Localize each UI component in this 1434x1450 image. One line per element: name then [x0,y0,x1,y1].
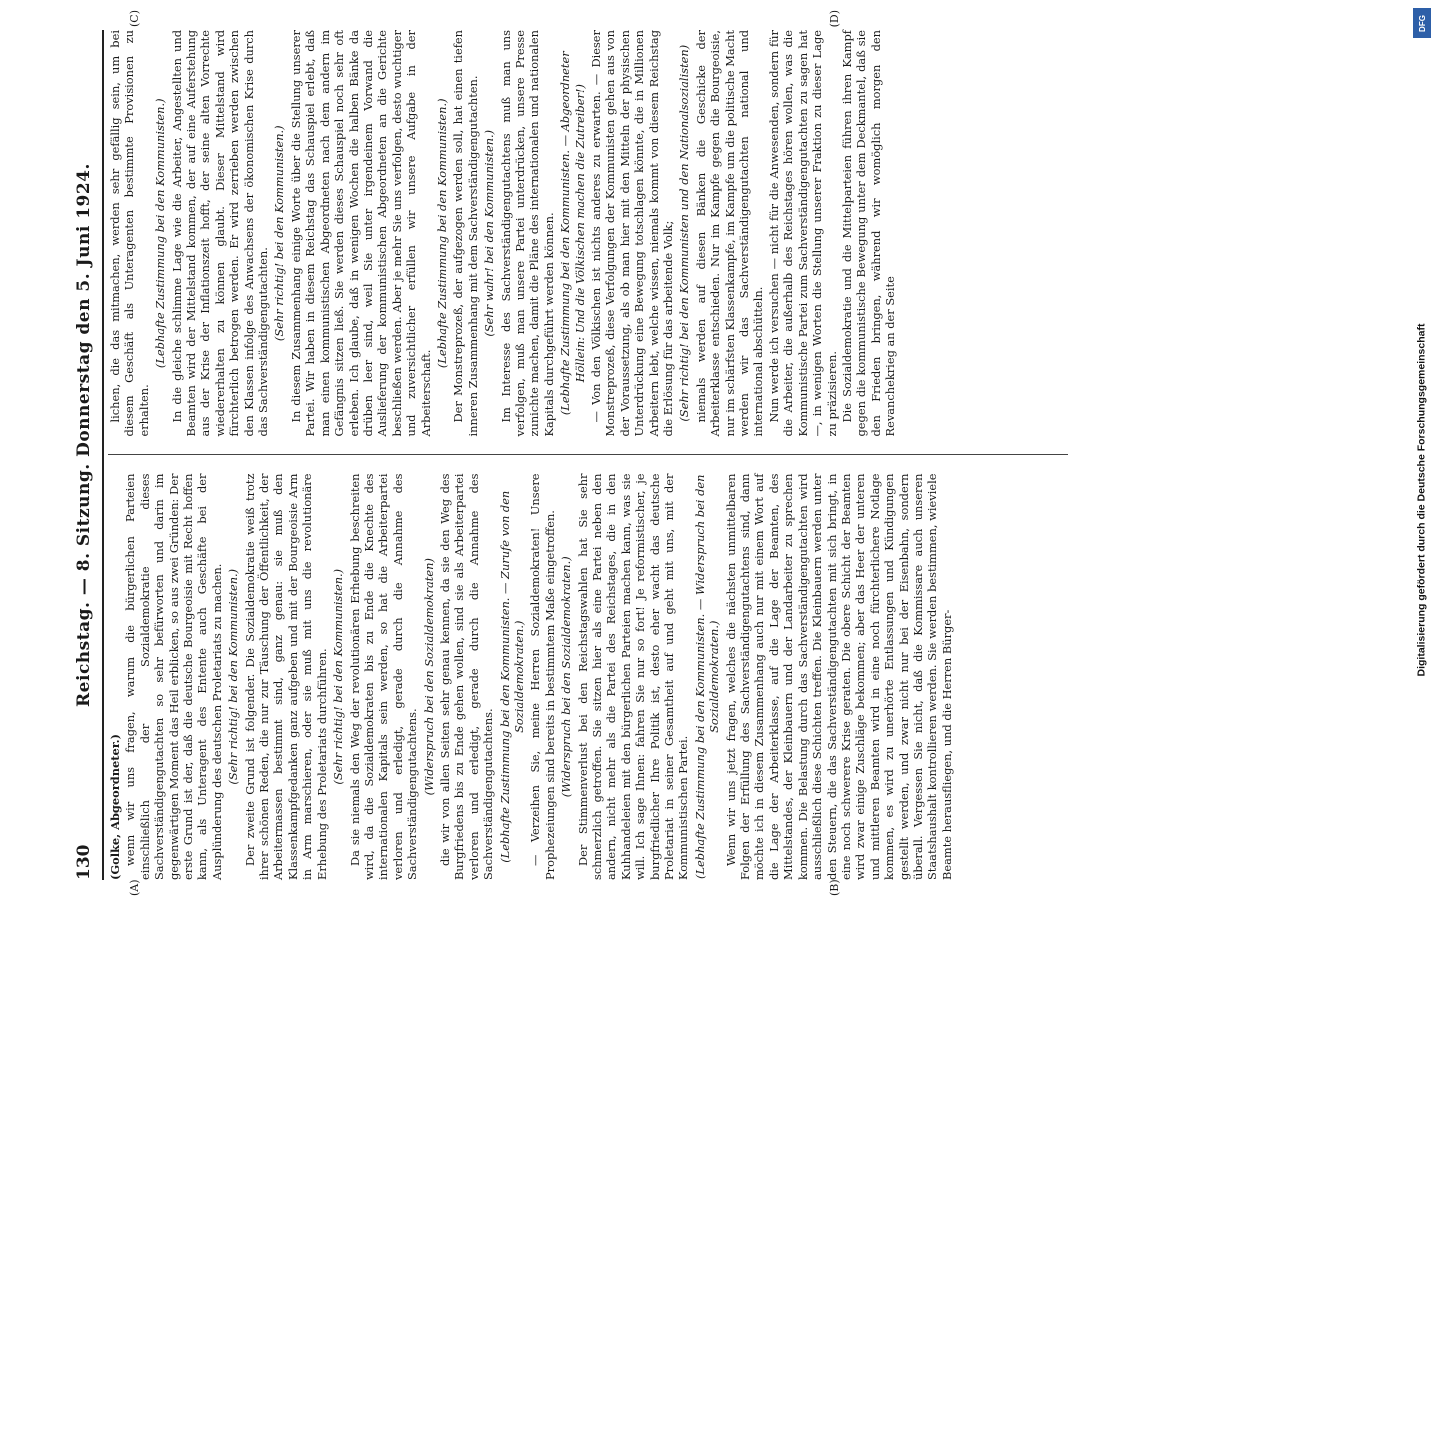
margin-mark-c: (C) [128,10,141,27]
dfg-badge-text: DFG [1417,14,1427,32]
speaker-label: (Golke, Abgeordneter.) [108,733,122,880]
page-header [68,30,100,880]
rotated-page [68,10,1068,896]
paragraph: (Sehr richtig! bei den Kommunisten.) [331,568,346,785]
right-column [108,30,1068,437]
paragraph: (Lebhafte Zustimmung bei den Kommunisten. — Widerspruch bei den Sozialdemokraten.) [692,474,722,879]
paragraph: Der Stimmenverlust bei den Reichstagswahlen hat Sie sehr schmerzlich getroffen. Sie sitzen hier als eine Partei neben den andern, nicht mehr als die Partei des Reichstages, die in den Kuhhandeleien mit den bürgerlichen Parteien machen kann, was sie will. Ich sage Ihnen: fahren Sie nur so fort! Je reformistischer, je burgfriedlicher Ihre Politik ist, desto eher wacht das deutsche Proletariat in seiner Gesamtheit auf und geht mit uns, mit der Kommunistischen Partei. [575,473,691,880]
paragraph: — Verzeihen Sie, meine Herren Sozialdemokraten! Unsere Prophezeiungen sind bereits in bestimmtem Maße eingetroffen. [528,473,557,880]
paragraph: Wenn wir uns jetzt fragen, welches die nächsten unmittelbaren Folgen der Erfüllung des Sachverständigengutachtens sind, dann möchte ich in diesem Zusammenhang auch nur mit einem Wort auf die Lage der Arbeiterklasse, auf die Lage der Beamten, des Mittelstandes, der Kleinbauern und der Landarbeiter zu sprechen kommen. Die Belastung durch das Sachverständigengutachten wird ausschließlich diese Schichten treffen. Die Kleinbauern werden unter den Steuern, die das Sachverständigengutachten mit sich bringt, in eine noch schwerere Krise geraten. Die obere Schicht der Beamten wird zwar einige Zuschläge bekommen; aber das Heer der unteren und mittleren Beamten wird in eine noch fürchterlichere Notlage kommen, es wird zu unerhörte Entlassungen und Kündigungen gestellt werden, und zwar nicht nur bei der Eisenbahn, sondern überall. Vergessen Sie nicht, daß die Kommissare auch unseren Staatshaushalt kontrollieren werden. Sie werden bestimmen, wieviele Beamte herausfliegen, und die Herren Bürger- [723,473,954,880]
page-number: 130 [74,844,94,880]
paragraph: Da sie niemals den Weg der revolutionären Erhebung beschreiten wird, da die Sozialdemokraten bis zu Ende die Knechte des internationalen Kapitals sein werden, so hat die Arbeiterpartei verloren und erledigt, gerade durch die Annahme des Sachverständigengutachtens. [347,473,420,880]
paragraph: (Lebhafte Zustimmung bei den Kommunisten.) [153,98,168,369]
paragraph: (Sehr richtig! bei den Kommunisten und den Nationalsozialisten) [677,44,692,422]
paragraph: Nun werde ich versuchen — nicht für die Anwesenden, sondern für die Arbeiter, die außerhalb des Reichstages hören wollen, was die Kommunistische Partei zum Sachverständigengutachten zu sagen hat —, in wenigen Worten die Stellung unserer Fraktion zu dieser Lage zu präzisieren. [766,30,839,437]
text-columns [108,30,1068,880]
paragraph: In die gleiche schlimme Lage wie die Arbeiter, Angestellten und Beamten wird der Mittelstand kommen, der auf eine Auferstehung aus der Krise der Inflationszeit hofft, der seine alten Vorrechte wiedererhalten zu können glaubt. Dieser Mittelstand wird fürchterlich betrogen werden. Er wird zerrieben werden zwischen den Klassen infolge des Anwachsens der ökonomischen Krise durch das Sachverständigengutachten. [169,30,271,437]
paragraph: die wir von allen Seiten sehr genau kennen, da sie den Weg des Burgfriedens bis zu Ende gehen wollen, sind sie als Arbeiterpartei verloren und erledigt, gerade durch die Annahme des Sachverständigengutachtens. [437,473,496,880]
paragraph: lichen, die das mitmachen, werden sehr gefällig sein, um bei diesem Geschäft als Unteragenten bestimmte Provisionen zu erhalten. [108,30,151,437]
paragraph: niemals werden auf diesen Bänken die Geschicke der Arbeiterklasse entschieden. Nur im Kampfe gegen die Bourgeoisie, nur im schärfsten Klassenkampfe, im Kampfe um die politische Macht werden wir das Sachverständigengutachten national und international abschütteln. [693,30,766,437]
margin-mark-d: (D) [828,10,841,28]
left-column [108,474,1068,881]
paragraph: wenn wir uns fragen, warum die bürgerlichen Parteien einschließlich der Sozialdemokratie dieses Sachverständigengutachten so sehr befürworten und darin im gegenwärtigen Moment das Heil erblicken, so aus zwei Gründen: Der erste Grund ist der, daß die deutsche Bourgeoisie mit Recht hoffen kann, als Unteragent des Entente auch Geschäfte bei der Ausplünderung des deutschen Proletariats zu machen. [123,473,224,880]
paragraph: In diesem Zusammenhang einige Worte über die Stellung unserer Partei. Wir haben in diesem Reichstag das Schauspiel erlebt, daß man einen kommunistischen Abgeordneten nach dem andern im Gefängnis sitzen ließ. Sie werden dieses Schauspiel noch sehr oft erleben. Ich glaube, daß in wenigen Wochen die halben Bänke da drüben leer sind, weil Sie unter irgendeinem Vorwand die Auslieferung der kommunistischen Abgeordneten an die Gerichte beschließen werden. Aber je mehr Sie uns verfolgen, desto wuchtiger und zuversichtlicher erfüllen wir unsere Aufgabe in der Arbeiterschaft. [288,30,433,437]
running-title: Reichstag. — 8. Sitzung. Donnerstag den 5. Juni 1924. [74,163,94,707]
dfg-logo-icon [1413,8,1431,38]
paragraph: (Widerspruch bei den Sozialdemokraten.) [559,556,574,798]
paragraph: (Sehr wahr! bei den Kommunisten.) [482,129,497,337]
margin-mark-b: (B) [828,879,841,896]
paragraph: Die Sozialdemokratie und die Mittelparteien führen ihren Kampf gegen die kommunistische Bewegung unter dem Deckmantel, daß sie den Frieden bringen, während wir womöglich morgen den Revanchekrieg an der Seite [839,30,898,437]
margin-mark-a: (A) [128,879,141,896]
scanned-page-area [68,10,1068,1450]
paragraph: (Widerspruch bei den Sozialdemokraten) [421,558,436,796]
paragraph: (Sehr richtig! bei den Kommunisten.) [226,568,241,785]
paragraph: Der Monstreprozeß, der aufgezogen werden soll, hat einen tiefen inneren Zusammenhang mit dem Sachverständigengutachten. [451,30,480,437]
paragraph: (Lebhafte Zustimmung bei den Kommunisten. — Abgeordneter Höllein: Und die Völkischen machen die Zutreiber!) [558,51,587,416]
digitization-credit [1408,0,1434,1000]
digitization-note-text: Digitalisierung gefördert durch die Deutsche Forschungsgemeinschaft [1415,323,1428,677]
paragraph: — Von den Völkischen ist nichts anderes zu erwarten. — Dieser Monstreprozeß, diese Verfolgungen der Kommunisten gehen aus von der Voraussetzung, als ob man hier mit den Mitteln der physischen Unterdrückung eine Bewegung totschlagen könnte, die in Millionen Arbeitern lebt, welche wissen, niemals kommt von diesem Reichstag die Erlösung für das arbeitende Volk; [589,30,676,437]
paragraph: Der zweite Grund ist folgender. Die Sozialdemokratie weiß trotz ihrer schönen Reden, die nur zur Täuschung der Öffentlichkeit, der Arbeitermassen bestimmt sind, ganz genau: sie muß den Klassenkampfgedanken ganz aufgeben und mit der Bourgeoisie Arm in Arm marschieren, oder sie muß mit uns die revolutionäre Erhebung des Proletariats durchführen. [242,473,329,880]
header-rule [102,30,104,880]
column-divider [108,455,1068,456]
paragraph: (Lebhafte Zustimmung bei den Kommunisten.) [434,98,449,369]
paragraph: (Sehr richtig! bei den Kommunisten.) [272,125,287,342]
paragraph: (Lebhafte Zustimmung bei den Kommunisten. — Zurufe von den Sozialdemokraten.) [497,490,526,863]
paragraph: Im Interesse des Sachverständigengutachtens muß man uns verfolgen, muß man unsere Partei unterdrücken, unsere Presse zunichte machen, damit die Pläne des internationalen und nationalen Kapitals durchgeführt werden können. [498,30,556,437]
